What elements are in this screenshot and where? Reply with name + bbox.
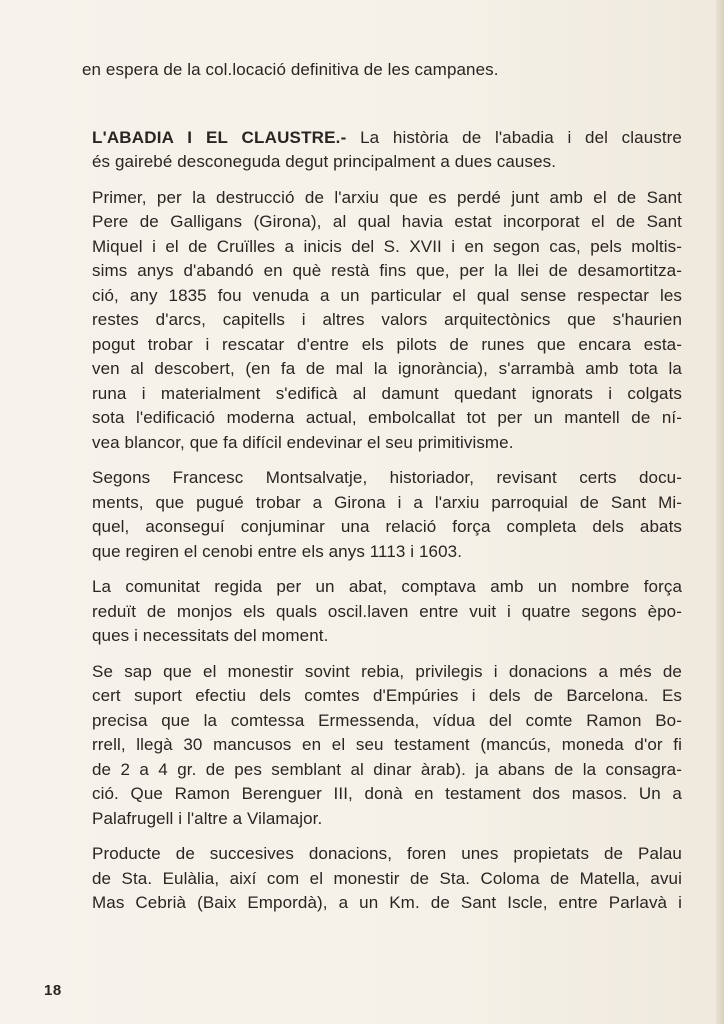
text-line: restes d'arcs, capitells i altres valors arquitectònics que s'haurien (92, 310, 682, 329)
paragraph (82, 842, 682, 916)
text-line (82, 126, 682, 151)
text-line: Pere de Galligans (Girona), al qual havia estat incorporat el de Sant (92, 212, 682, 231)
text-line: runa i materialment s'edificà al damunt quedant ignorats i colgats (92, 383, 682, 403)
page-edge (716, 0, 724, 1024)
text-line: ments, que pugué trobar a Girona i a l'arxiu parroquial de Sant Mi- (92, 492, 682, 512)
text-line: pogut trobar i rescatar d'entre els pilots de runes que encara esta- (92, 334, 682, 354)
paragraph-heading (82, 126, 682, 175)
section-heading: L'ABADIA I EL CLAUSTRE.- (92, 127, 347, 147)
text-line: cert suport efectiu dels comtes d'Empúries i dels de Barcelona. Es (92, 686, 682, 705)
text-line: reduït de monjos els quals oscil.laven entre vuit i quatre segons èpo- (92, 601, 682, 621)
text-line: sota l'edificació moderna actual, embolcallat tot per un mantell de ní- (92, 408, 682, 427)
text-line: ció, any 1835 fou venuda a un particular el qual sense respectar les (92, 285, 682, 305)
text-line: és gairebé desconeguda degut principalment a dues causes. (92, 152, 557, 171)
text-line: Primer, per la destrucció de l'arxiu que es perdé junt amb el de Sant (92, 187, 682, 207)
paragraph (82, 466, 682, 564)
text-line: que regiren el cenobi entre els anys 1113 i 1603. (92, 541, 463, 561)
paragraph (82, 575, 682, 649)
text-line: ció. Que Ramon Berenguer III, donà en testament dos masos. Un a (92, 784, 682, 803)
text-line: quel, aconseguí conjuminar una relació força completa dels abats (92, 517, 682, 536)
text-line: Segons Francesc Montsalvatje, historiador, revisant certs docu- (92, 468, 682, 487)
text-line: en espera de la col.locació definitiva de les campanes. (82, 60, 499, 79)
text-line: ques i necessitats del moment. (92, 626, 329, 645)
text-line: Se sap que el monestir sovint rebia, privilegis i donacions a més de (92, 661, 682, 681)
text-line: Mas Cebrià (Baix Empordà), a un Km. de Sant Iscle, entre Parlavà i (92, 893, 682, 912)
text-line: vea blancor, que fa difícil endevinar el seu primitivisme. (92, 432, 514, 452)
text-line: Palafrugell i l'altre a Vilamajor. (92, 808, 323, 828)
text-line: precisa que la comtessa Ermessenda, vídua del comte Ramon Bo- (92, 710, 682, 730)
paragraph (82, 660, 682, 832)
text-line: ven al descobert, (en fa de mal la ignorància), s'arrambà amb tota la (92, 359, 682, 378)
text-line: rrell, llegà 30 mancusos en el seu testament (mancús, moneda d'or fi (92, 735, 682, 754)
text-line: Miquel i el de Cruïlles a inicis del S. XVII i en segon cas, pels moltis- (92, 236, 682, 256)
text-line: sims anys d'abandó en què restà fins que, per la llei de desamortitza- (92, 261, 682, 280)
text-line: de Sta. Eulàlia, així com el monestir de Sta. Coloma de Matella, avui (92, 868, 682, 888)
text-line: La comunitat regida per un abat, comptava amb un nombre força (92, 577, 682, 596)
text-line: Producte de succesives donacions, foren unes propietats de Palau (92, 844, 682, 863)
text-span: La història de l'abadia i del claustre (346, 127, 682, 147)
page-number: 18 (44, 982, 62, 999)
paragraph (82, 186, 682, 456)
body-text (82, 58, 682, 916)
text-line: de 2 a 4 gr. de pes semblant al dinar àrab). ja abans de la consagra- (92, 759, 682, 779)
